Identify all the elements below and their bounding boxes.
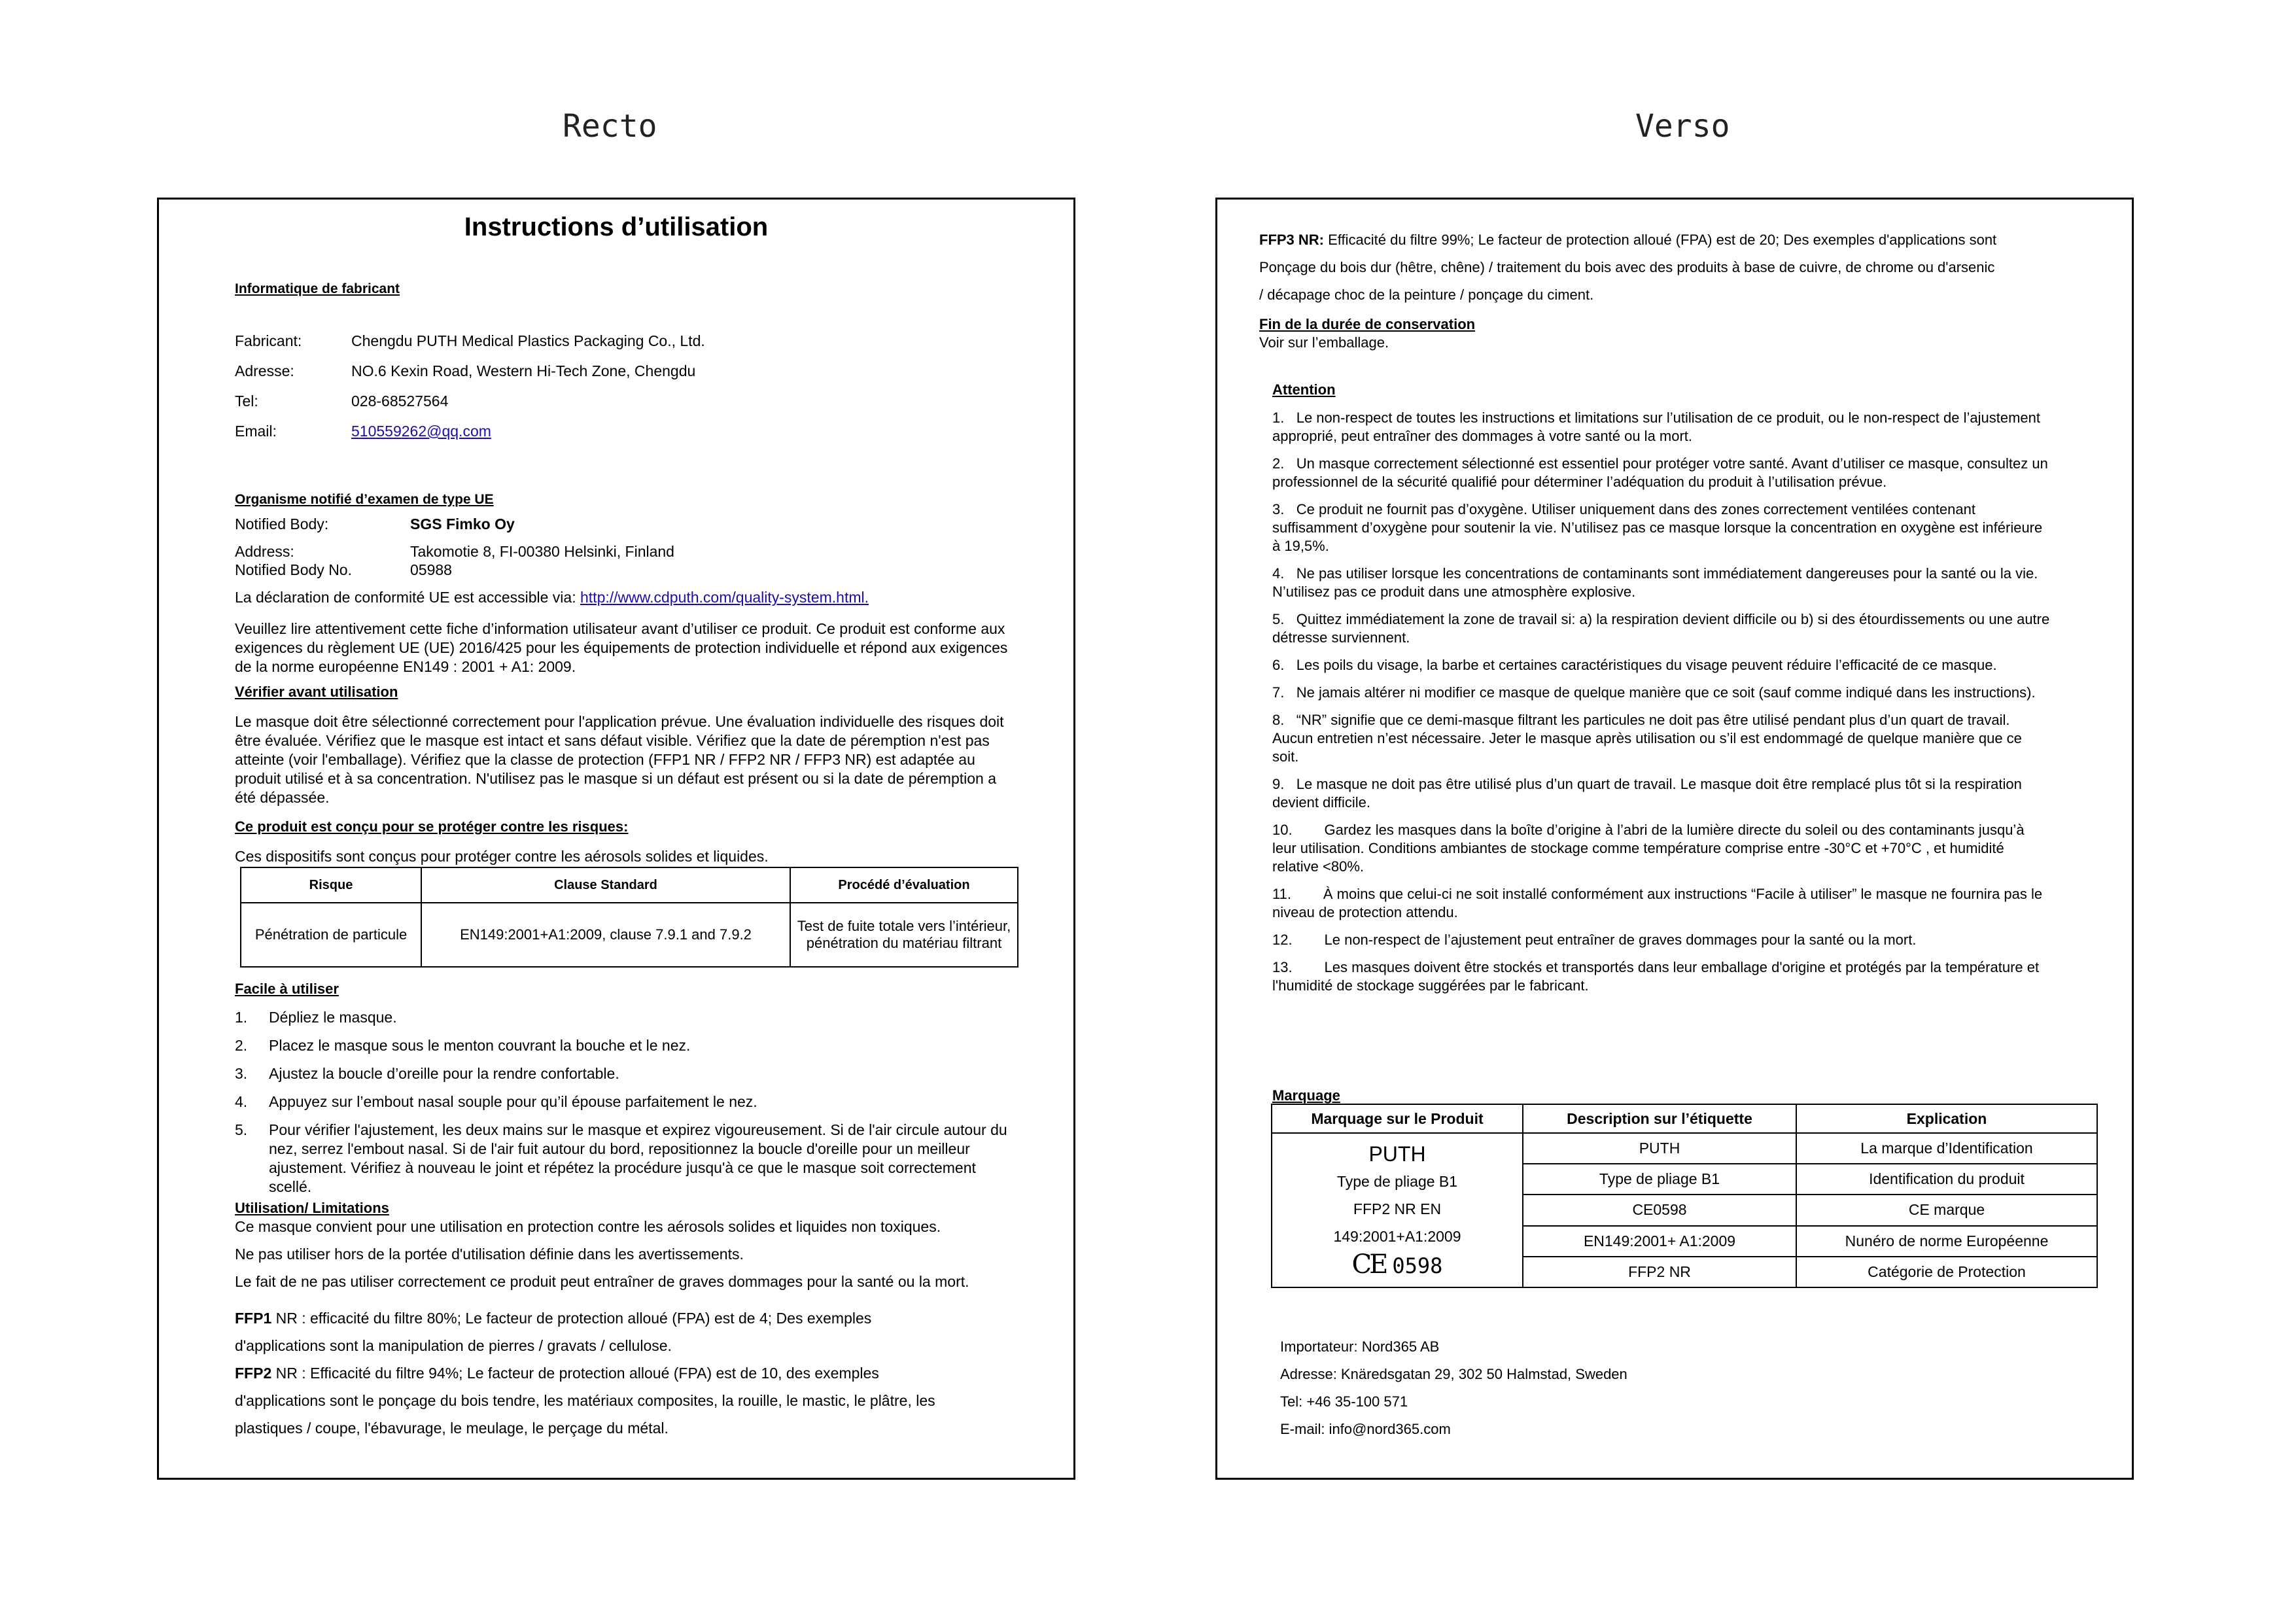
importer-address: Adresse: Knäredsgatan 29, 302 50 Halmstad, Sweden (1280, 1366, 1627, 1382)
table-cell: Type de pliage B1 (1523, 1164, 1796, 1195)
item-text: Un masque correctement sélectionné est essentiel pour protéger votre santé. Avant d’utiliser ce masque, consultez un professionnel de la sécurité qualifié pour déterminer l’adéquation du produit à l’utilisation prévue. (1272, 455, 2048, 490)
ffp3-label: FFP3 NR: (1259, 232, 1324, 248)
importer-tel: Tel: +46 35-100 571 (1280, 1393, 1408, 1410)
item-text: Le non-respect de toutes les instructions et limitations sur l’utilisation de ce produit, ou le non-respect de l’ajustement approprié, peut entraîner des dommages à votre santé ou la mort. (1272, 410, 2040, 444)
column-header: Marquage sur le Produit (1272, 1104, 1523, 1133)
ffp3-line-2: Ponçage du bois dur (hêtre, chêne) / traitement du bois avec des produits à base de cuivre, de chrome ou d'arsenic (1259, 259, 1995, 275)
list-item (1272, 684, 2051, 702)
marking-heading: Marquage (1272, 1087, 1340, 1104)
list-item (1272, 931, 2051, 949)
item-number: 7. (1272, 684, 1285, 701)
product-brand: PUTH (1368, 1142, 1426, 1166)
importer-line: Importateur: Nord365 AB (1280, 1338, 1440, 1355)
step-text: Ajustez la boucle d’oreille pour la rendre confortable. (269, 1065, 619, 1082)
manufacturer-value: Chengdu PUTH Medical Plastics Packaging Co., Ltd. (351, 332, 705, 349)
email-label: Email: (235, 423, 277, 440)
step-text: Pour vérifier l'ajustement, les deux mains sur le masque et expirez vigoureusement. Si de l'air circule autour du nez, serrez l'embout nasal. Si de l'air fuit autour du bord, repositionnez la boucle d'oreille pour un meilleur ajustement. Vérifiez à nouveau le joint et répétez la procédure jusqu'à ce que le masque soit correctement scellé. (269, 1121, 1007, 1195)
product-class: FFP2 NR EN (1353, 1200, 1442, 1217)
usage-paragraph: Ne pas utiliser hors de la portée d'utilisation définie dans les avertissements. (235, 1246, 744, 1263)
item-number: 9. (1272, 776, 1285, 792)
declaration-line (235, 588, 1020, 607)
usage-paragraph: Ce masque convient pour une utilisation en protection contre les aérosols solides et liquides non toxiques. (235, 1218, 941, 1235)
column-header: Clause Standard (421, 867, 790, 903)
list-item (1272, 409, 2051, 445)
verify-paragraph: Le masque doit être sélectionné correctement pour l'application prévue. Une évaluation individuelle des risques doit être évaluée. Vérifiez que le masque est intact et sans défaut visible. Vérifiez que la date de péremption n'est pas atteinte (voir l'emballage). Vérifiez que la classe de protection (FFP1 NR / FFP2 NR / FFP3 NR) est adaptée au produit utilisé et à sa concentration. N'utilisez pas le masque si un défaut est présent ou si la date de péremption a été dépassée. (235, 713, 1004, 806)
table-header-row (1272, 1104, 2097, 1133)
address-label: Adresse: (235, 362, 294, 379)
column-header: Procédé d’évaluation (790, 867, 1018, 903)
item-text: “NR” signifie que ce demi-masque filtrant les particules ne doit pas être utilisé pendant plus d’un quart de travail. Aucun entretien n’est nécessaire. Jeter le masque après utilisation ou s’il est endommagé de quelque manière que ce soit. (1272, 712, 2022, 765)
marking-table (1271, 1104, 2098, 1288)
ce-mark-icon: CE (1351, 1249, 1386, 1280)
manufacturer-label: Fabricant: (235, 332, 302, 349)
ce-number: 0598 (1392, 1253, 1443, 1278)
ffp2-label: FFP2 (235, 1365, 272, 1382)
item-number: 10. (1272, 822, 1293, 838)
step-number: 4. (235, 1093, 248, 1110)
item-text: À moins que celui-ci ne soit installé conformément aux instructions “Facile à utiliser” le masque ne fournira pas le niveau de protection attendu. (1272, 886, 2043, 920)
item-text: Ce produit ne fournit pas d’oxygène. Utiliser uniquement dans des zones correctement ventilées contenant suffisamment d’oxygène pour soutenir la vie. N’utilisez pas ce masque lorsque la concentration en oxygène est inférieure à 19,5%. (1272, 501, 2043, 554)
attention-list (1272, 409, 2051, 995)
list-item (1272, 885, 2051, 922)
item-number: 6. (1272, 657, 1285, 673)
item-text: Gardez les masques dans la boîte d’origine à l’abri de la lumière directe du soleil ou des contaminants jusqu’à leur utilisation. Conditions ambiantes de stockage comme température comprise entre -30°C et +70°C , et humidité relative <80%. (1272, 822, 2025, 875)
item-text: Quittez immédiatement la zone de travail si: a) la respiration devient difficile ou b) si des étourdissements ou une autre détresse surviennent. (1272, 611, 2050, 646)
ce-marking (1276, 1250, 1518, 1280)
address-value: NO.6 Kexin Road, Western Hi-Tech Zone, Chengdu (351, 362, 696, 379)
shelf-life-text: Voir sur l’emballage. (1259, 334, 1389, 351)
easy-steps-list (235, 1008, 1013, 1196)
list-item (1272, 565, 2051, 601)
table-row (241, 903, 1018, 967)
risk-table (240, 867, 1018, 968)
usage-paragraph: Le fait de ne pas utiliser correctement ce produit peut entraîner de graves dommages pour la santé ou la mort. (235, 1273, 969, 1290)
column-header: Risque (241, 867, 421, 903)
item-text: Ne jamais altérer ni modifier ce masque de quelque manière que ce soit (sauf comme indiqué dans les instructions). (1296, 684, 2036, 701)
item-number: 5. (1272, 611, 1285, 627)
recto-page (157, 198, 1075, 1480)
list-item (1272, 610, 2051, 647)
nb-number-value: 05988 (410, 561, 452, 578)
product-standard: 149:2001+A1:2009 (1333, 1228, 1461, 1245)
list-item (1272, 656, 2051, 674)
item-number: 12. (1272, 932, 1293, 948)
ffp1-text: NR : efficacité du filtre 80%; Le facteur de protection alloué (FPA) est de 4; Des exemples (271, 1310, 872, 1327)
table-cell: Identification du produit (1796, 1164, 2097, 1195)
page-title: Instructions d’utilisation (464, 213, 769, 241)
list-item (235, 1064, 1013, 1083)
step-text: Placez le masque sous le menton couvrant la bouche et le nez. (269, 1037, 691, 1054)
nb-address-value: Takomotie 8, FI-00380 Helsinki, Finland (410, 543, 674, 560)
tel-value: 028-68527564 (351, 393, 449, 410)
nb-address-label: Address: (235, 543, 294, 560)
table-cell: Pénétration de particule (241, 903, 421, 967)
recto-label: Recto (563, 108, 657, 145)
notified-body-label: Notified Body: (235, 515, 329, 532)
list-item (1272, 958, 2051, 995)
item-text: Le non-respect de l’ajustement peut entraîner de graves dommages pour la santé ou la mort. (1324, 932, 1917, 948)
table-cell: La marque d’Identification (1796, 1133, 2097, 1164)
ffp3-text: Efficacité du filtre 99%; Le facteur de protection alloué (FPA) est de 20; Des exemples d'applications sont (1324, 232, 1997, 248)
declaration-text: La déclaration de conformité UE est accessible via: (235, 589, 580, 606)
notified-body-heading: Organisme notifié d’examen de type UE (235, 492, 494, 507)
item-number: 4. (1272, 565, 1285, 582)
ffp3-line-3: / décapage choc de la peinture / ponçage du ciment. (1259, 287, 1594, 303)
table-header-row (241, 867, 1018, 903)
list-item (1272, 500, 2051, 555)
table-cell: Nunéro de norme Européenne (1796, 1226, 2097, 1257)
verify-heading: Vérifier avant utilisation (235, 684, 398, 700)
step-number: 1. (235, 1009, 248, 1026)
step-number: 2. (235, 1037, 248, 1054)
email-link[interactable]: 510559262@qq.com (351, 423, 491, 440)
ffp1-line (235, 1309, 1033, 1328)
table-cell: PUTH (1523, 1133, 1796, 1164)
risks-intro: Ces dispositifs sont conçus pour protéger contre les aérosols solides et liquides. (235, 848, 769, 865)
verso-label: Verso (1635, 108, 1730, 145)
item-number: 2. (1272, 455, 1285, 472)
column-header: Explication (1796, 1104, 2097, 1133)
step-text: Dépliez le masque. (269, 1009, 397, 1026)
attention-heading: Attention (1272, 381, 1336, 398)
nb-number-label: Notified Body No. (235, 561, 352, 578)
item-number: 8. (1272, 712, 1285, 728)
step-number: 5. (235, 1121, 248, 1138)
notified-body-value: SGS Fimko Oy (410, 515, 515, 532)
ffp1-line-2: d'applications sont la manipulation de pierres / gravats / cellulose. (235, 1337, 672, 1354)
ffp1-label: FFP1 (235, 1310, 272, 1327)
table-cell: Catégorie de Protection (1796, 1257, 2097, 1287)
list-item (1272, 711, 2051, 766)
declaration-link[interactable]: http://www.cdputh.com/quality-system.html. (580, 589, 869, 606)
list-item (235, 1036, 1013, 1055)
ffp2-line-3: plastiques / coupe, l'ébavurage, le meulage, le perçage du métal. (235, 1420, 669, 1437)
ffp2-line-2: d'applications sont le ponçage du bois tendre, les matériaux composites, la rouille, le mastic, le plâtre, les (235, 1392, 935, 1409)
item-number: 1. (1272, 410, 1285, 426)
risks-heading: Ce produit est conçu pour se protéger contre les risques: (235, 818, 629, 835)
ffp3-line (1259, 231, 2110, 249)
item-number: 13. (1272, 959, 1293, 975)
column-header: Description sur l’étiquette (1523, 1104, 1796, 1133)
table-row (1272, 1133, 2097, 1164)
manufacturer-heading: Informatique de fabricant (235, 281, 400, 296)
verso-page (1215, 198, 2134, 1480)
intro-paragraph: Veuillez lire attentivement cette fiche d’information utilisateur avant d’utiliser ce produit. Ce produit est conforme aux exigences du règlement UE (UE) 2016/425 pour les équipements de protection individuelle et répond aux exigences de la norme européenne EN149 : 2001 + A1: 2009. (235, 620, 1008, 675)
table-cell: CE marque (1796, 1195, 2097, 1225)
item-text: Ne pas utiliser lorsque les concentrations de contaminants sont immédiatement dangereuses pour la santé ou la vie. N’utilisez pas ce produit dans une atmosphère explosive. (1272, 565, 2038, 600)
list-item (1272, 455, 2051, 491)
product-fold-type: Type de pliage B1 (1336, 1173, 1458, 1190)
ffp2-line (235, 1364, 1033, 1383)
item-number: 11. (1272, 886, 1291, 902)
list-item (235, 1092, 1013, 1111)
importer-email: E-mail: info@nord365.com (1280, 1421, 1451, 1437)
table-cell: Test de fuite totale vers l’intérieur, pénétration du matériau filtrant (790, 903, 1018, 967)
tel-label: Tel: (235, 393, 258, 410)
item-text: Les masques doivent être stockés et transportés dans leur emballage d'origine et protégés par la température et l'humidité de stockage suggérées par le fabricant. (1272, 959, 2040, 994)
list-item (235, 1121, 1013, 1196)
table-cell: EN149:2001+ A1:2009 (1523, 1226, 1796, 1257)
table-cell: CE0598 (1523, 1195, 1796, 1225)
step-number: 3. (235, 1065, 248, 1082)
easy-heading: Facile à utiliser (235, 981, 339, 997)
item-text: Les poils du visage, la barbe et certaines caractéristiques du visage peuvent réduire l’efficacité de ce masque. (1296, 657, 1997, 673)
table-cell: FFP2 NR (1523, 1257, 1796, 1287)
list-item (235, 1008, 1013, 1027)
list-item (1272, 775, 2051, 812)
item-text: Le masque ne doit pas être utilisé plus d’un quart de travail. Le masque doit être remplacé plus tôt si la respiration devient difficile. (1272, 776, 2022, 811)
step-text: Appuyez sur l’embout nasal souple pour qu’il épouse parfaitement le nez. (269, 1093, 757, 1110)
usage-heading: Utilisation/ Limitations (235, 1200, 389, 1216)
table-cell: EN149:2001+A1:2009, clause 7.9.1 and 7.9.2 (421, 903, 790, 967)
shelf-life-heading: Fin de la durée de conservation (1259, 316, 1476, 332)
product-marking-cell (1272, 1133, 1523, 1287)
list-item (1272, 821, 2051, 876)
item-number: 3. (1272, 501, 1285, 517)
ffp2-text: NR : Efficacité du filtre 94%; Le facteur de protection alloué (FPA) est de 10, des exemples (271, 1365, 879, 1382)
